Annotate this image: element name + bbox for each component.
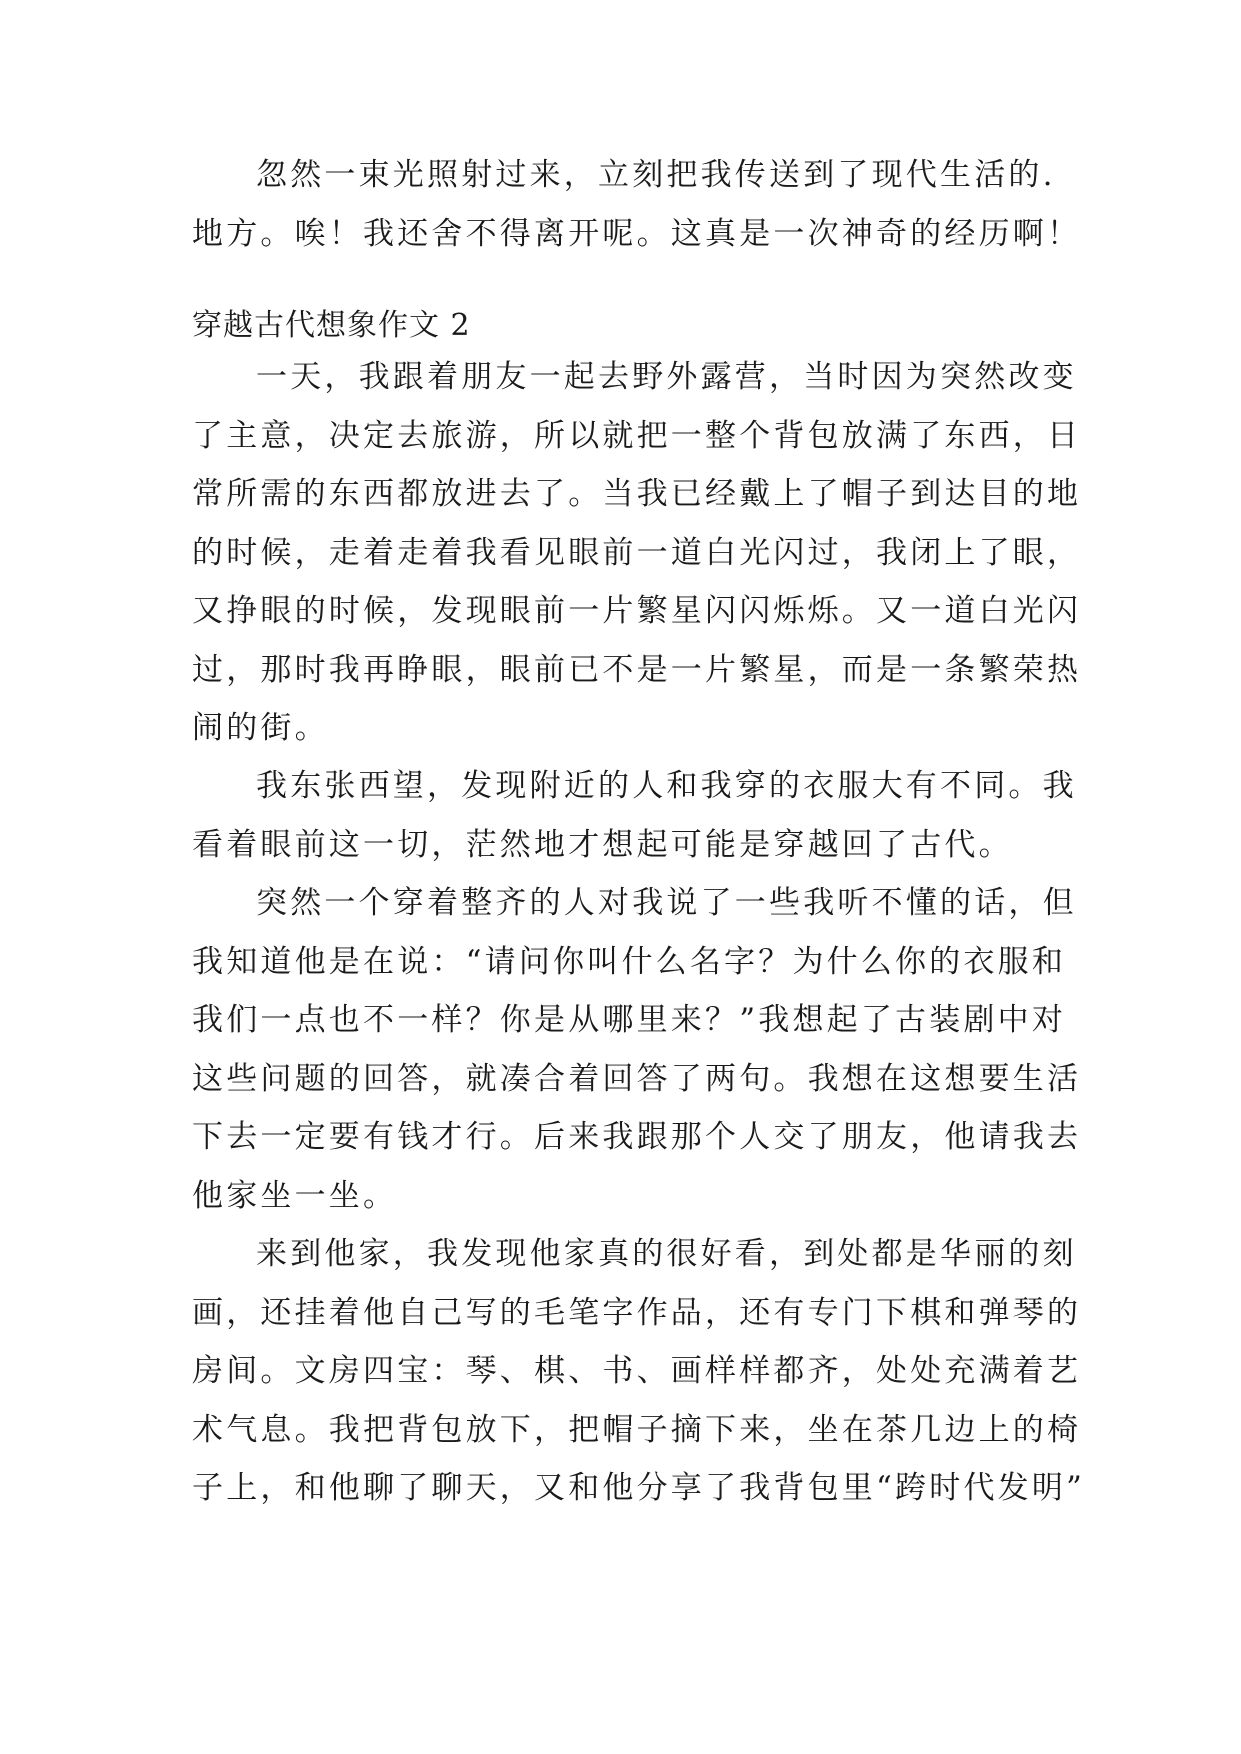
paragraph-line: 术气息。我把背包放下，把帽子摘下来，坐在茶几边上的椅 <box>192 1411 1082 1448</box>
paragraph-line: 来到他家，我发现他家真的很好看，到处都是华丽的刻 <box>256 1236 1077 1272</box>
intro-paragraph <box>192 146 1082 263</box>
paragraph-2 <box>192 757 1077 874</box>
section-title: 穿越古代想象作文 2 <box>192 308 471 343</box>
paragraph-line: 常所需的东西都放进去了。当我已经戴上了帽子到达目的地 <box>192 476 1082 512</box>
paragraph-line: 突然一个穿着整齐的人对我说了一些我听不懂的话，但 <box>256 885 1077 921</box>
paragraph-line: 这些问题的回答，就凑合着回答了两句。我想在这想要生活 <box>192 1060 1082 1097</box>
paragraph-line: 的时候，走着走着我看见眼前一道白光闪过，我闭上了眼， <box>192 534 1082 571</box>
paragraph-line: 子上，和他聊了聊天，又和他分享了我背包里“跨时代发明” <box>192 1470 1086 1506</box>
paragraph-line: 他家坐一坐。 <box>192 1177 398 1214</box>
paragraph-line: 下去一定要有钱才行。后来我跟那个人交了朋友，他请我去 <box>192 1119 1082 1155</box>
paragraph-line: 地方。唉！我还舍不得离开呢。这真是一次神奇的经历啊！ <box>192 215 1082 252</box>
paragraph-line: 我知道他是在说：“请问你叫什么名字？为什么你的衣服和 <box>192 943 1067 980</box>
paragraph-line: 我东张西望，发现附近的人和我穿的衣服大有不同。我 <box>256 768 1077 804</box>
paragraph-3 <box>192 874 1082 1225</box>
paragraph-line: 了主意，决定去旅游，所以就把一整个背包放满了东西，日 <box>192 417 1082 454</box>
paragraph-line: 又挣眼的时候，发现眼前一片繁星闪闪烁烁。又一道白光闪 <box>192 593 1082 629</box>
paragraph-line: 房间。文房四宝：琴、棋、书、画样样都齐，处处充满着艺 <box>192 1353 1082 1389</box>
paragraph-line: 一天，我跟着朋友一起去野外露营，当时因为突然改变 <box>256 359 1077 395</box>
paragraph-line: 看着眼前这一切，茫然地才想起可能是穿越回了古代。 <box>192 826 1013 863</box>
paragraph-line: 过，那时我再睁眼，眼前已不是一片繁星，而是一条繁荣热 <box>192 651 1082 688</box>
paragraph-line: 我们一点也不一样？你是从哪里来？”我想起了古装剧中对 <box>192 1002 1067 1038</box>
paragraph-line: 画，还挂着他自己写的毛笔字作品，还有专门下棋和弹琴的 <box>192 1294 1082 1331</box>
paragraph-line: 闹的街。 <box>192 710 329 746</box>
paragraph-1 <box>192 348 1082 758</box>
paragraph-4 <box>192 1225 1086 1518</box>
paragraph-line: 忽然一束光照射过来，立刻把我传送到了现代生活的. <box>256 157 1056 193</box>
